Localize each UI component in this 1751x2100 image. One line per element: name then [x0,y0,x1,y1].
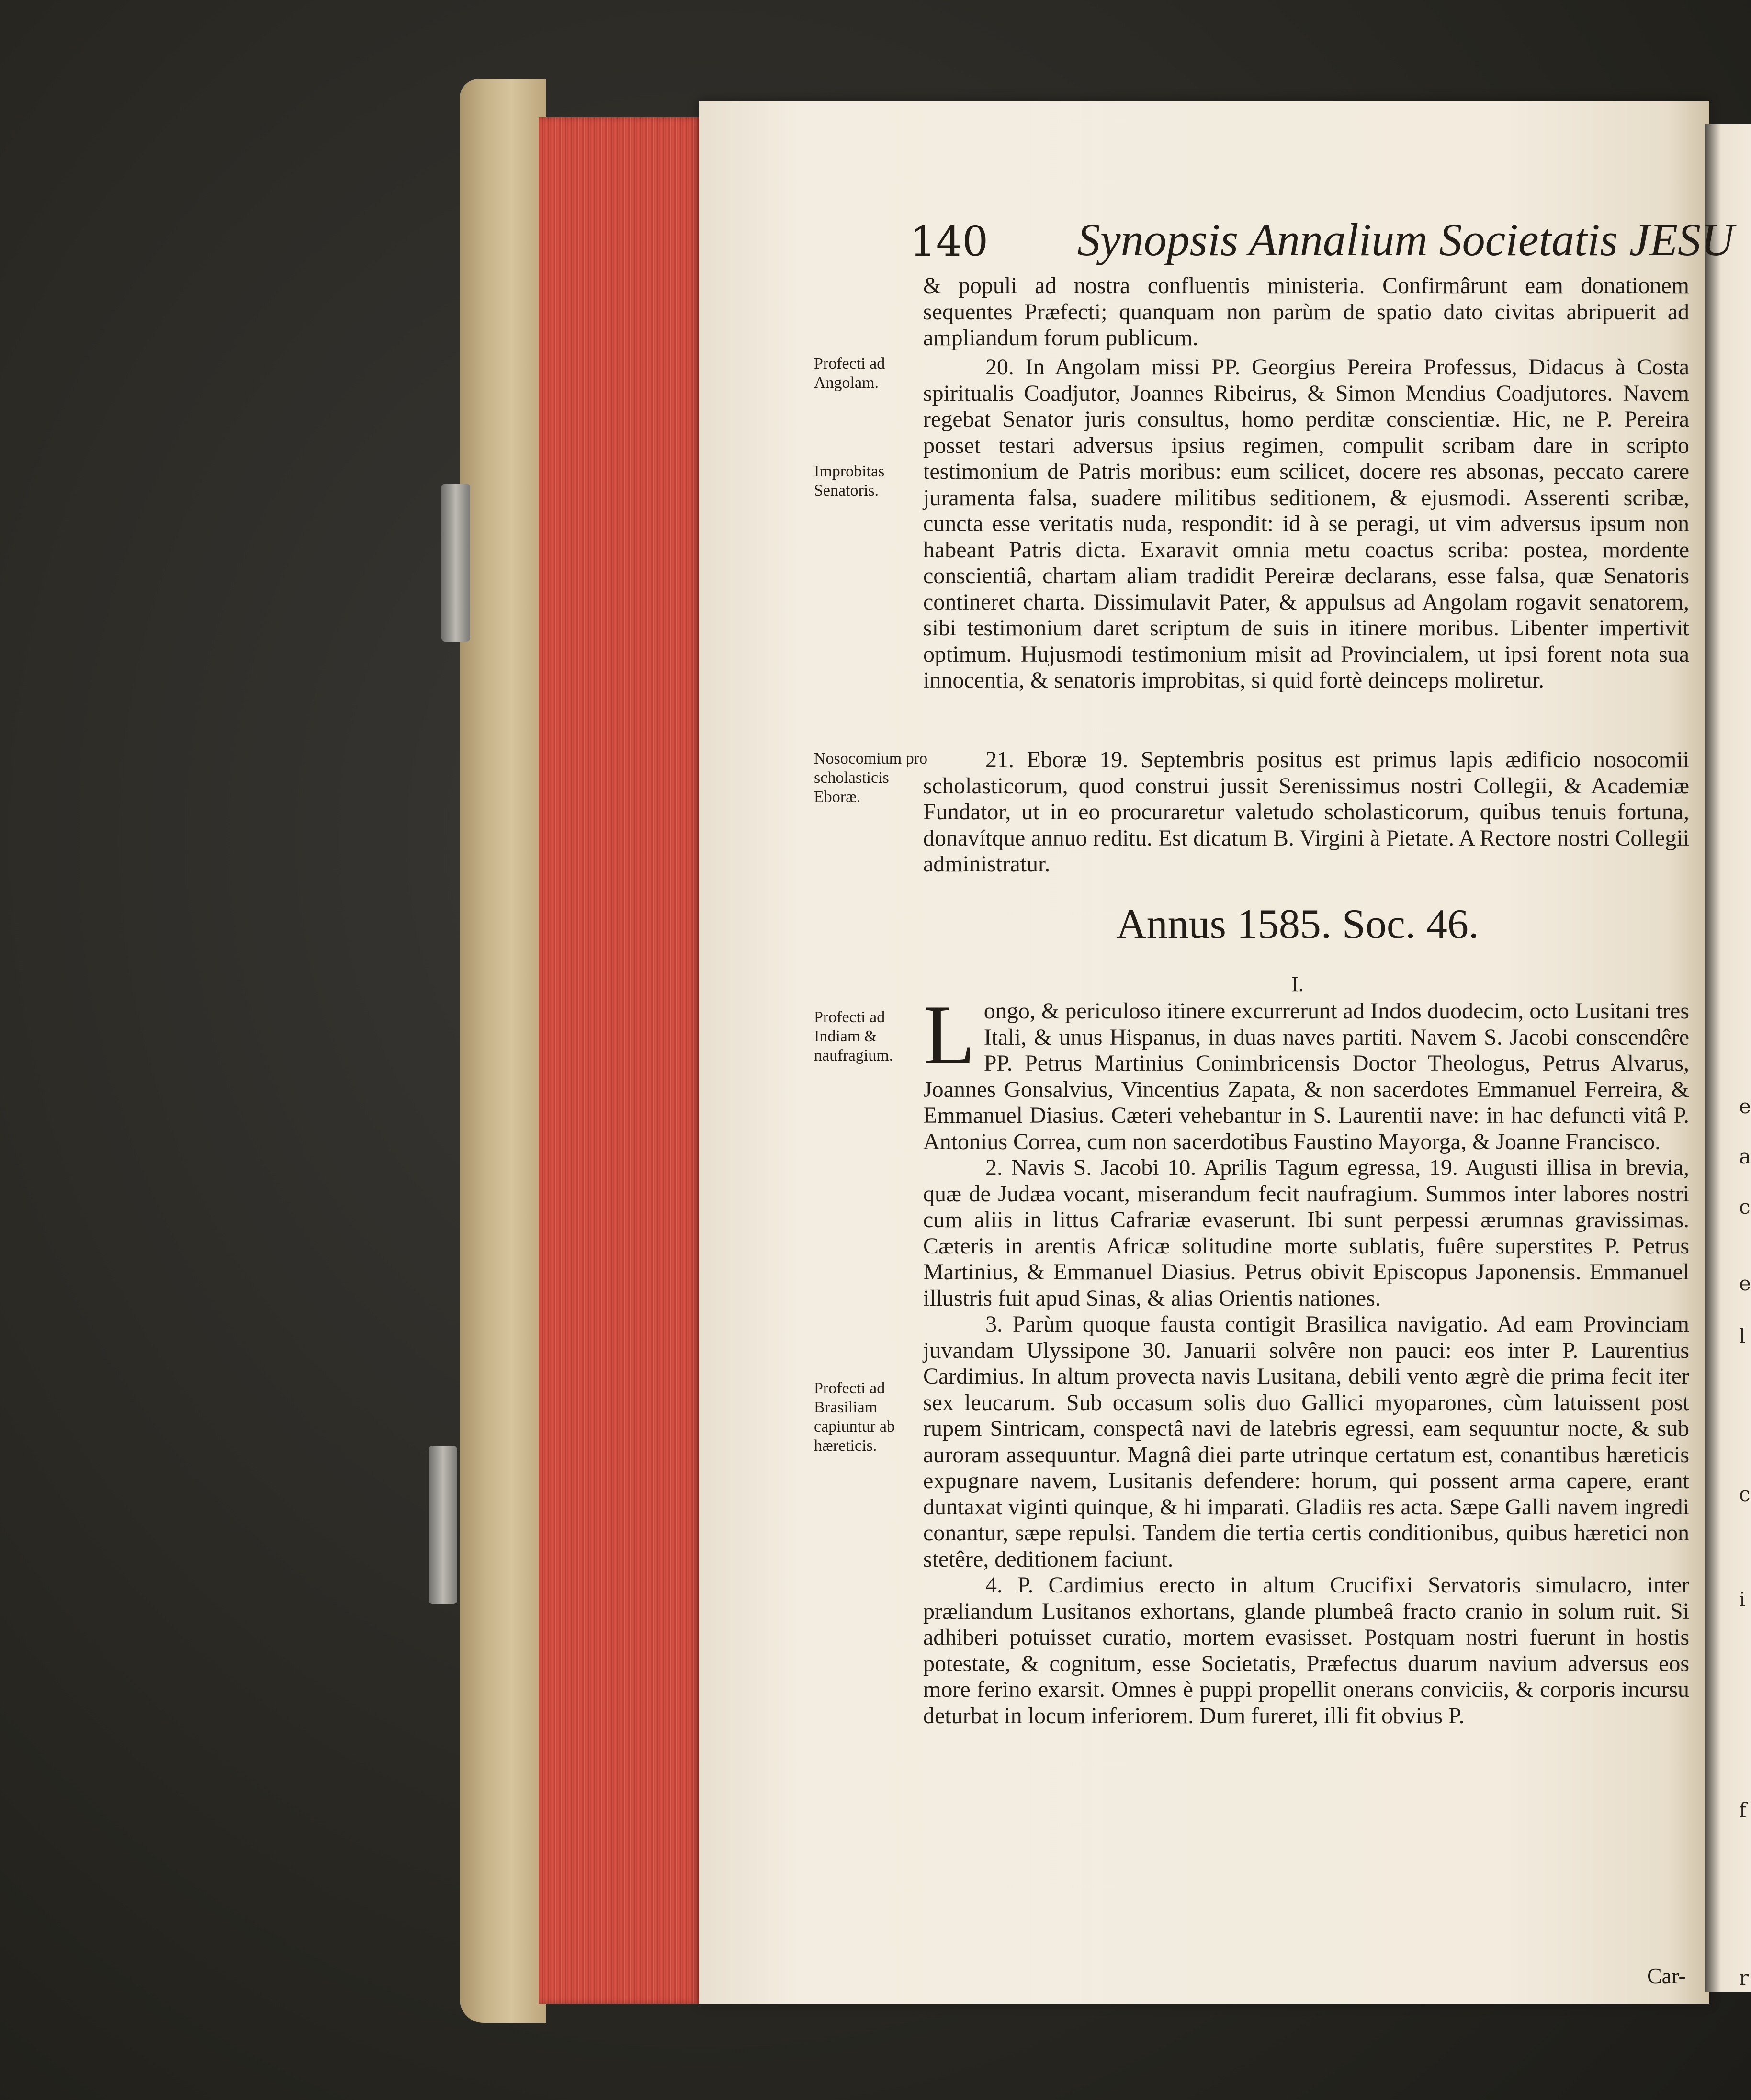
clasp-lower [429,1446,457,1604]
red-page-edges [539,117,701,2004]
facing-fragment: f [1739,1798,1747,1822]
margin-note: Profecti ad Indiam & naufragium. [814,1008,893,1064]
text-block-intro [923,273,1689,351]
paragraph: 3. Parùm quoque fausta contigit Brasilica navigatio. Ad eam Provinciam juvandam Ulyssipone 30. Januarii solvêre non pauci: eos inter P. Laurentius Cardimius. In altum provecta navis Lusitana, debili vento ægrè die prima fecit iter sex leucarum. Sub occasum solis duo Gallici myoparones, cùm latuissent post rupem Sintricam, conspectâ navi de latebris egressi, eam sequuntur nocte, & sub auroram assequuntur. Magnâ diei parte utrinque certatum est, conantibus hæreticis expugnare navem, Lusitanis defendere: horum, qui possent arma capere, erant duntaxat viginti quinque, & hi imparati. Gladiis res acta. Sæpe Galli navem ingredi conantur, sæpe repulsi. Tandem die tertia certis conditionibus, quibus hæretici non stetêre, deditionem faciunt. [923,1311,1689,1572]
facing-fragment: i [1739,1588,1746,1611]
facing-page-edge [1705,124,1751,1992]
margin-note: Nosocomium pro scholasticis Eboræ. [814,750,928,806]
margin-note: Improbitas Senatoris. [814,463,885,499]
facing-fragment: c [1739,1195,1751,1219]
section-number: I. [1291,972,1304,996]
margin-note: Profecti ad Brasiliam capiuntur ab hæreticis. [814,1379,895,1455]
paragraph: 4. P. Cardimius erecto in altum Crucifixi Servatoris simulacro, inter præliandum Lusitanos exhortans, glande plumbeâ fracto cranio in solum ruit. Si adhiberi potuisset curatio, mortem evasisset. Postquam nostri fuerunt in hostis potestate, & cognitum, esse Societatis, Præfectus duarum navium adversus eos more ferino exarsit. Omnes è puppi propellit onerans conviciis, & corporis incursu deturbat in locum inferiorem. Dum fureret, illi fit obvius P. [923,1572,1689,1728]
text-block-1585 [923,987,1689,1729]
paragraph: 2. Navis S. Jacobi 10. Aprilis Tagum egressa, 19. Augusti illisa in brevia, quæ de Judæa vocant, miserandum fecit naufragium. Summos inter labores nostri cum aliis in littus Cafrariæ evaserunt. Ibi sunt perpessi ærumnas gravissimas. Cæteris in arentis Africæ solitudine morte sublatis, fuêre superstites P. Petrus Martinius, & Emmanuel Diasius. Petrus obivit Episcopus Japonensis. Emmanuel illustris fuit apud Sinas, & alias Orientis nationes. [923,1155,1689,1311]
facing-fragment: e [1739,1095,1751,1118]
running-title: Synopsis Annalium Societatis JESU [1077,214,1734,265]
facing-fragment: a [1739,1145,1751,1168]
facing-fragment: l [1739,1324,1746,1348]
year-heading: Annus 1585. Soc. 46. [1116,901,1479,948]
page-number: 140 [910,218,989,266]
drop-cap: L [923,987,975,1082]
clasp-upper [441,484,470,642]
paragraph: 20. In Angolam missi PP. Georgius Pereira Professus, Didacus à Costa spiritualis Coadjutor, Joannes Ribeirus, & Simon Mendius Coadjutores. Navem regebat Senator juris consultus, homo perditæ conscientiæ. Hic, ne P. Pereira posset testari adversus ipsius regimen, compulit scribam dare in scripto testimonium de Patris moribus: eum scilicet, docere res absonas, peccato carere juramenta falsa, suadere militibus seditionem, & ejusmodi. Asserenti scribæ, cuncta esse veritatis nuda, respondit: id à se peragi, ut vim adversus ipsum non habeant Patris dicta. Exaravit omnia metu coactus scriba: postea, mordente conscientiâ, chartam aliam tradidit Pereiræ declarans, esse falsa, quæ Senatoris contineret charta. Dissimulavit Pater, & appulsus ad Angolam rogavit senatorem, sibi testimonium daret scriptum de suis in itinere moribus. Libenter impertivit optimum. Hujusmodi testimonium misit ad Provincialem, ut ipsi forent nota sua innocentia, & senatoris improbitas, si quid fortè deinceps moliretur. [923,354,1689,693]
book-binding [460,79,546,2023]
paragraph [923,987,1689,1155]
text-block-eborae [923,747,1689,878]
text-block-angola [923,354,1689,694]
paragraph: & populi ad nostra confluentis ministeria. Confirmârunt eam donationem sequentes Præfecti; quanquam non parùm de spatio dato civitas abripuerit ad ampliandum forum publicum. [923,273,1689,350]
margin-note: Profecti ad Angolam. [814,355,885,392]
catchword: Car- [1647,1964,1686,1988]
facing-fragment: c [1739,1482,1751,1506]
paragraph-text: ongo, & periculoso itinere excurrerunt ad Indos duodecim, octo Lusitani tres Itali, & unus Hispanus, in duas naves partiti. Navem S. Jacobi conscendêre PP. Petrus Martinius Conimbricensis Doctor Theologus, Petrus Alvarus, Joannes Gonsalvius, Vincentius Zapata, & non sacerdotes Emmanuel Ferreira, & Emmanuel Diasius. Cæteri vehebantur in S. Laurentii nave: in hac defuncti vitâ P. Antonius Correa, cum non sacerdotibus Faustino Mayorga, & Joanne Francisco. [923,998,1689,1154]
facing-fragment: e [1739,1272,1751,1295]
facing-fragment: r [1739,1966,1749,1989]
paragraph: 21. Eboræ 19. Septembris positus est primus lapis ædificio nosocomii scholasticorum, quod construi jussit Serenissimus nostri Collegii, & Academiæ Fundator, ut in eo procuraretur valetudo scholasticorum, quibus tenuis fortuna, donavítque annuo reditu. Est dicatum B. Virgini à Pietate. A Rectore nostri Collegii administratur. [923,747,1689,877]
